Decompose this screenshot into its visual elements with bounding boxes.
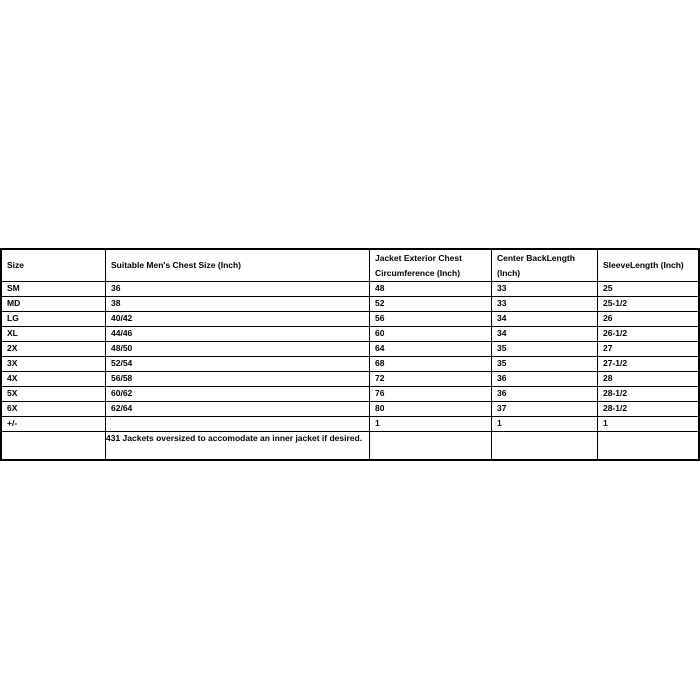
table-row <box>2 327 699 342</box>
header-jacket-exterior-chest: Jacket Exterior Chest Circumference (Inch) <box>370 250 492 282</box>
table-row-tolerance <box>2 417 699 432</box>
cell-back-length: 36 <box>492 387 598 402</box>
cell-size: LG <box>2 312 106 327</box>
cell-jacket-chest: 76 <box>370 387 492 402</box>
cell-back-length: 34 <box>492 312 598 327</box>
table-note-row <box>2 432 699 460</box>
table-row <box>2 282 699 297</box>
cell-jacket-chest: 1 <box>370 417 492 432</box>
cell-jacket-chest: 68 <box>370 357 492 372</box>
note-empty-cell <box>370 432 492 460</box>
cell-mens-chest <box>106 417 370 432</box>
cell-back-length: 35 <box>492 357 598 372</box>
cell-sleeve-length: 26 <box>598 312 699 327</box>
cell-mens-chest: 56/58 <box>106 372 370 387</box>
cell-mens-chest: 48/50 <box>106 342 370 357</box>
table-header-row <box>2 250 699 282</box>
cell-sleeve-length: 27-1/2 <box>598 357 699 372</box>
cell-back-length: 33 <box>492 282 598 297</box>
table-note: 431 Jackets oversized to accomodate an inner jacket if desired. <box>106 432 370 460</box>
table-row <box>2 372 699 387</box>
cell-size: MD <box>2 297 106 312</box>
size-chart-table <box>1 249 699 460</box>
cell-sleeve-length: 28 <box>598 372 699 387</box>
cell-jacket-chest: 80 <box>370 402 492 417</box>
cell-size: XL <box>2 327 106 342</box>
cell-back-length: 1 <box>492 417 598 432</box>
cell-back-length: 37 <box>492 402 598 417</box>
cell-size: SM <box>2 282 106 297</box>
cell-sleeve-length: 1 <box>598 417 699 432</box>
cell-mens-chest: 40/42 <box>106 312 370 327</box>
note-empty-cell <box>492 432 598 460</box>
note-empty-cell <box>598 432 699 460</box>
header-center-back-length: Center BackLength (Inch) <box>492 250 598 282</box>
cell-back-length: 33 <box>492 297 598 312</box>
cell-mens-chest: 36 <box>106 282 370 297</box>
cell-back-length: 35 <box>492 342 598 357</box>
cell-jacket-chest: 60 <box>370 327 492 342</box>
cell-size: 5X <box>2 387 106 402</box>
cell-jacket-chest: 48 <box>370 282 492 297</box>
cell-jacket-chest: 56 <box>370 312 492 327</box>
cell-size: 3X <box>2 357 106 372</box>
cell-mens-chest: 62/64 <box>106 402 370 417</box>
cell-mens-chest: 44/46 <box>106 327 370 342</box>
cell-size: 2X <box>2 342 106 357</box>
header-mens-chest-size: Suitable Men's Chest Size (Inch) <box>106 250 370 282</box>
cell-jacket-chest: 52 <box>370 297 492 312</box>
table-row <box>2 387 699 402</box>
cell-sleeve-length: 28-1/2 <box>598 387 699 402</box>
cell-sleeve-length: 25-1/2 <box>598 297 699 312</box>
note-empty-cell <box>2 432 106 460</box>
table-row <box>2 297 699 312</box>
cell-sleeve-length: 27 <box>598 342 699 357</box>
table-row <box>2 402 699 417</box>
cell-size: +/- <box>2 417 106 432</box>
cell-sleeve-length: 25 <box>598 282 699 297</box>
cell-back-length: 34 <box>492 327 598 342</box>
cell-back-length: 36 <box>492 372 598 387</box>
header-sleeve-length: SleeveLength (Inch) <box>598 250 699 282</box>
table-row <box>2 342 699 357</box>
cell-mens-chest: 60/62 <box>106 387 370 402</box>
cell-sleeve-length: 26-1/2 <box>598 327 699 342</box>
cell-jacket-chest: 64 <box>370 342 492 357</box>
cell-mens-chest: 38 <box>106 297 370 312</box>
cell-size: 4X <box>2 372 106 387</box>
cell-jacket-chest: 72 <box>370 372 492 387</box>
cell-sleeve-length: 28-1/2 <box>598 402 699 417</box>
cell-mens-chest: 52/54 <box>106 357 370 372</box>
header-size: Size <box>2 250 106 282</box>
table-row <box>2 357 699 372</box>
cell-size: 6X <box>2 402 106 417</box>
table-row <box>2 312 699 327</box>
